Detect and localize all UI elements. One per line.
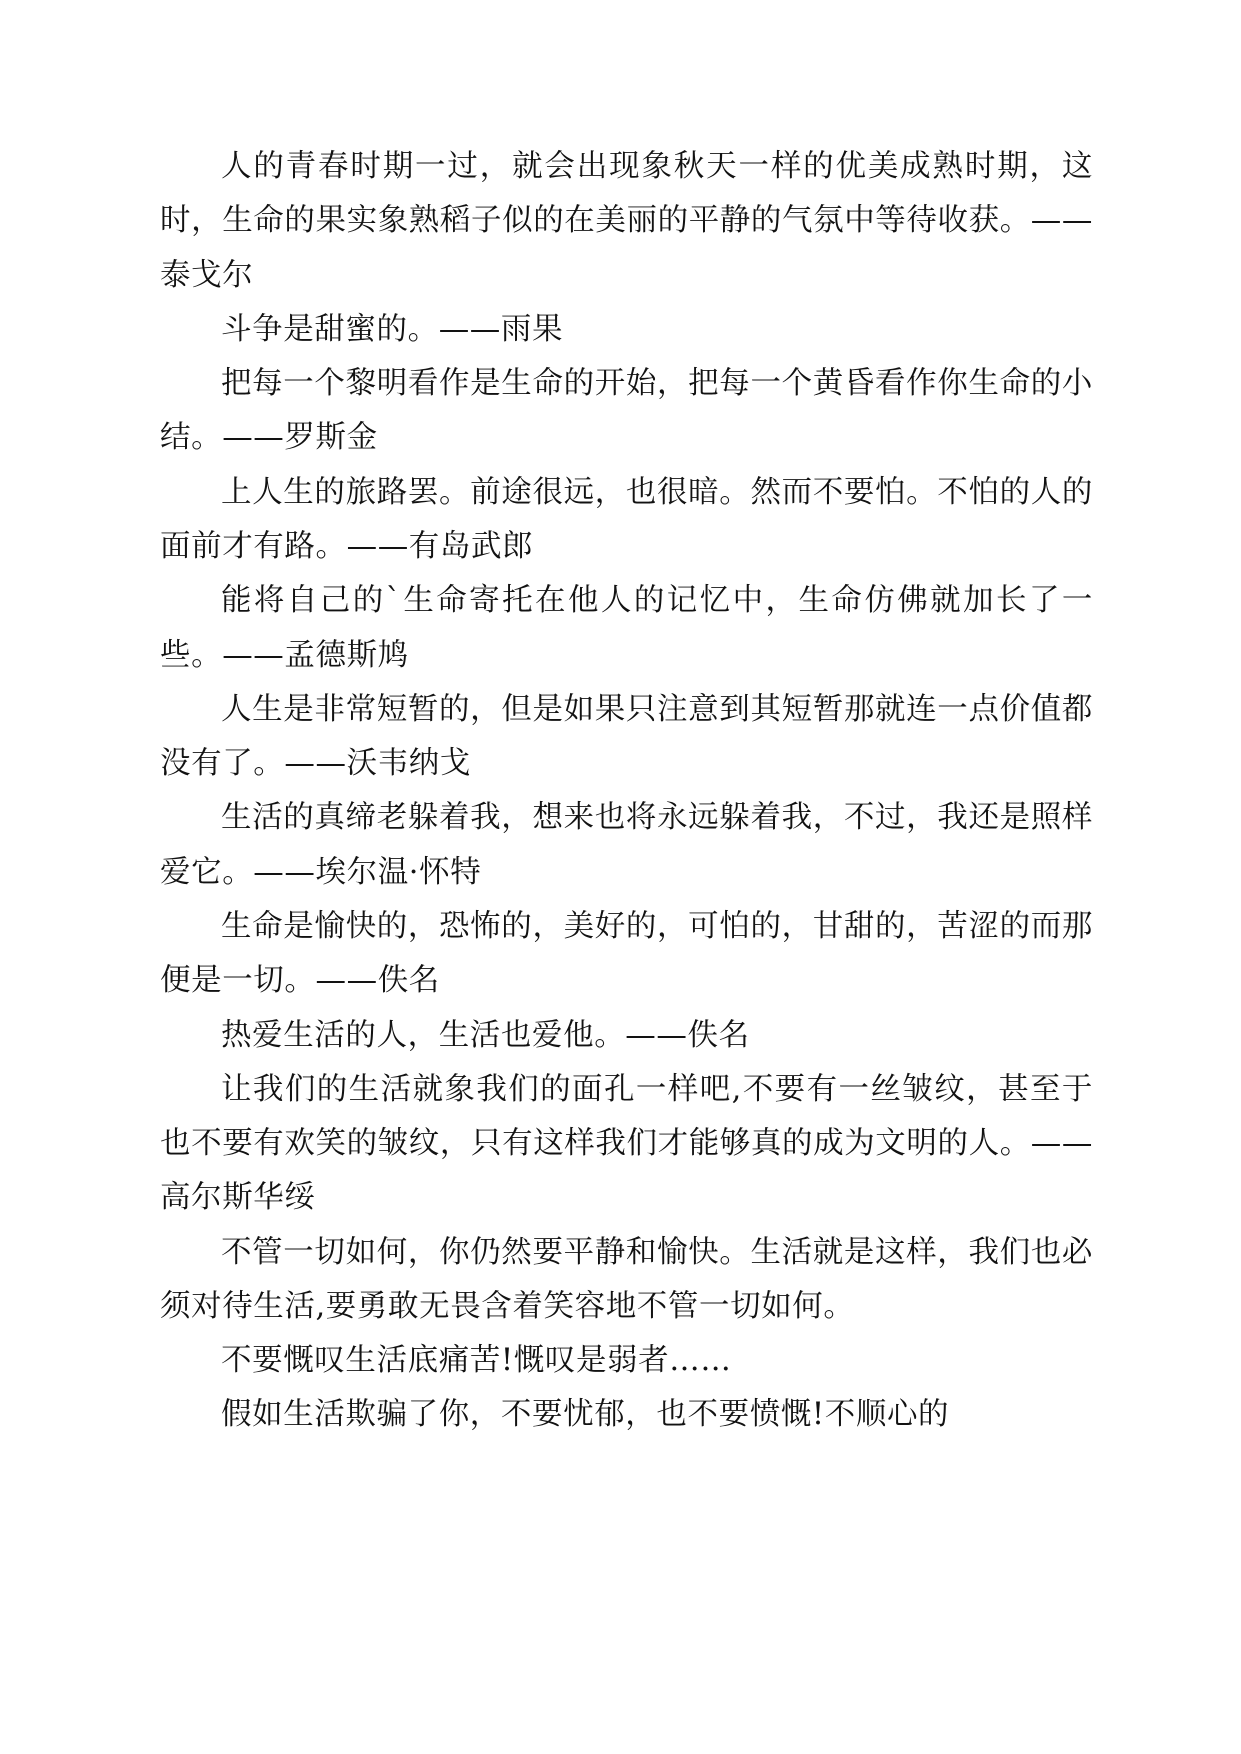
paragraph: 上人生的旅路罢。前途很远，也很暗。然而不要怕。不怕的人的面前才有路。——有岛武郎	[160, 474, 1093, 564]
paragraph: 不管一切如何，你仍然要平静和愉快。生活就是这样，我们也必须对待生活,要勇敢无畏含着笑容地不管一切如何。	[160, 1234, 1093, 1324]
paragraph: 生活的真缔老躲着我，想来也将永远躲着我，不过，我还是照样爱它。——埃尔温·怀特	[160, 800, 1093, 890]
paragraph: 让我们的生活就象我们的面孔一样吧,不要有一丝皱纹，甚至于也不要有欢笑的皱纹，只有这样我们才能够真的成为文明的人。——高尔斯华绥	[160, 1071, 1093, 1216]
paragraph: 把每一个黎明看作是生命的开始，把每一个黄昏看作你生命的小结。——罗斯金	[160, 366, 1093, 456]
paragraph: 不要慨叹生活底痛苦!慨叹是弱者……	[221, 1343, 732, 1379]
paragraph: 能将自己的`生命寄托在他人的记忆中，生命仿佛就加长了一些。——孟德斯鸠	[160, 583, 1093, 673]
document-body	[160, 140, 1093, 1443]
paragraph: 生命是愉快的，恐怖的，美好的，可怕的，甘甜的，苦涩的而那便是一切。——佚名	[160, 908, 1093, 999]
paragraph: 人生是非常短暂的，但是如果只注意到其短暂那就连一点价值都没有了。——沃韦纳戈	[160, 691, 1093, 782]
paragraph: 斗争是甜蜜的。——雨果	[221, 311, 564, 347]
paragraph: 热爱生活的人，生活也爱他。——佚名	[221, 1017, 750, 1053]
paragraph: 人的青春时期一过，就会出现象秋天一样的优美成熟时期，这时，生命的果实象熟稻子似的在美丽的平静的气氛中等待收获。——泰戈尔	[160, 149, 1093, 293]
paragraph: 假如生活欺骗了你，不要忧郁，也不要愤慨!不顺心的	[221, 1397, 950, 1433]
